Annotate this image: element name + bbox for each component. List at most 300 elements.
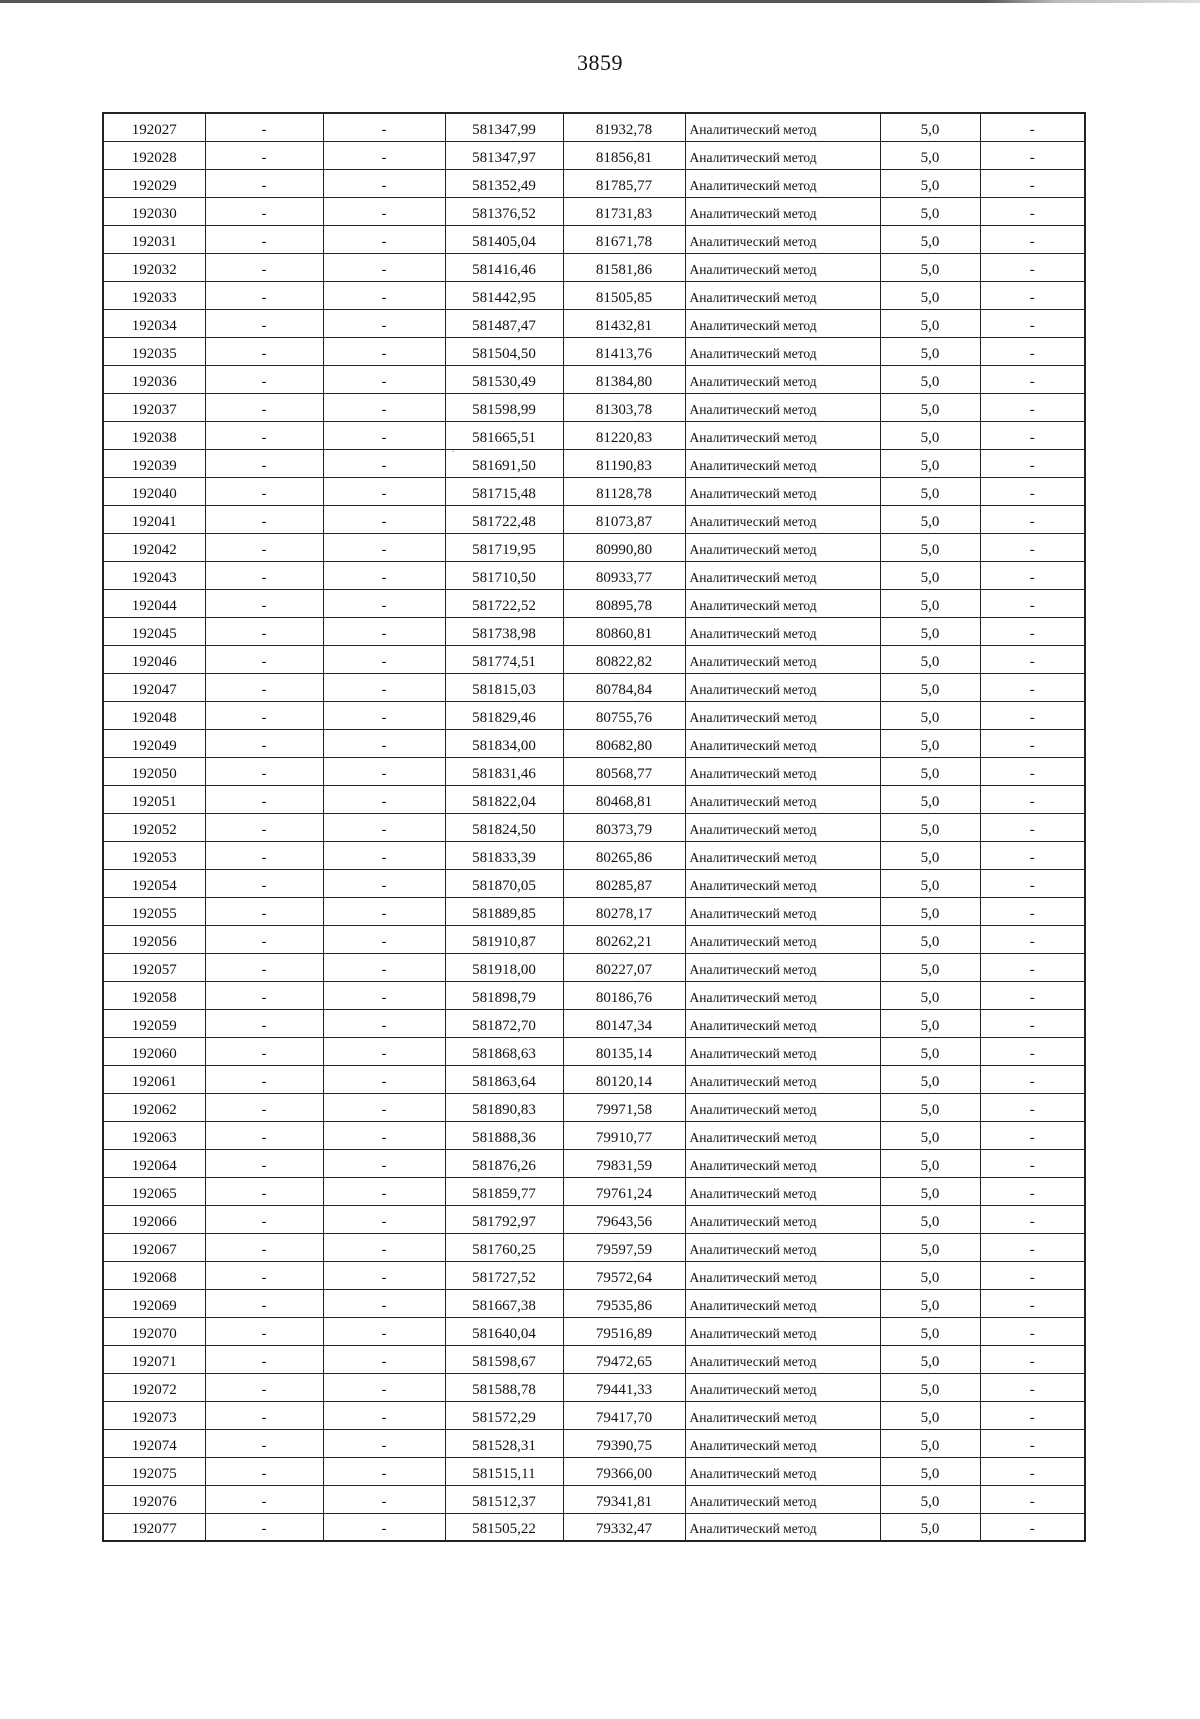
cell-point-id: 192044: [103, 589, 205, 617]
cell-col-2: -: [205, 897, 323, 925]
cell-accuracy: 5,0: [880, 505, 980, 533]
table-row: [103, 953, 1085, 981]
cell-method: Аналитический метод: [685, 281, 880, 309]
cell-coord-x: 581416,46: [445, 253, 563, 281]
cell-point-id: 192076: [103, 1485, 205, 1513]
cell-coord-y: 81303,78: [563, 393, 685, 421]
table-row: [103, 1093, 1085, 1121]
cell-col-3: -: [323, 1149, 445, 1177]
cell-coord-y: 79441,33: [563, 1373, 685, 1401]
cell-note: -: [980, 1149, 1085, 1177]
cell-accuracy: 5,0: [880, 449, 980, 477]
coordinates-table-body: [103, 113, 1085, 1541]
cell-note: -: [980, 869, 1085, 897]
cell-col-3: -: [323, 505, 445, 533]
cell-point-id: 192065: [103, 1177, 205, 1205]
cell-accuracy: 5,0: [880, 1457, 980, 1485]
cell-coord-y: 79390,75: [563, 1429, 685, 1457]
cell-accuracy: 5,0: [880, 393, 980, 421]
cell-point-id: 192034: [103, 309, 205, 337]
cell-method: Аналитический метод: [685, 841, 880, 869]
cell-method: Аналитический метод: [685, 449, 880, 477]
cell-col-3: -: [323, 561, 445, 589]
coordinates-table: [102, 112, 1086, 1542]
cell-col-3: -: [323, 1429, 445, 1457]
cell-point-id: 192052: [103, 813, 205, 841]
cell-method: Аналитический метод: [685, 1401, 880, 1429]
cell-coord-y: 79535,86: [563, 1289, 685, 1317]
cell-method: Аналитический метод: [685, 617, 880, 645]
cell-coord-x: 581834,00: [445, 729, 563, 757]
cell-coord-y: 80227,07: [563, 953, 685, 981]
table-row: [103, 1373, 1085, 1401]
cell-point-id: 192049: [103, 729, 205, 757]
table-row: [103, 869, 1085, 897]
cell-accuracy: 5,0: [880, 869, 980, 897]
cell-coord-x: 581530,49: [445, 365, 563, 393]
cell-coord-y: 81413,76: [563, 337, 685, 365]
table-row: [103, 365, 1085, 393]
cell-col-3: -: [323, 701, 445, 729]
table-row: [103, 1037, 1085, 1065]
table-row: [103, 281, 1085, 309]
cell-col-2: -: [205, 981, 323, 1009]
cell-note: -: [980, 477, 1085, 505]
cell-coord-y: 79366,00: [563, 1457, 685, 1485]
table-row: [103, 1261, 1085, 1289]
cell-method: Аналитический метод: [685, 337, 880, 365]
cell-coord-y: 79761,24: [563, 1177, 685, 1205]
cell-accuracy: 5,0: [880, 365, 980, 393]
cell-coord-y: 79572,64: [563, 1261, 685, 1289]
cell-point-id: 192053: [103, 841, 205, 869]
cell-point-id: 192051: [103, 785, 205, 813]
cell-coord-x: 581691,50: [445, 449, 563, 477]
table-row: [103, 421, 1085, 449]
cell-coord-x: 581588,78: [445, 1373, 563, 1401]
cell-coord-x: 581815,03: [445, 673, 563, 701]
cell-accuracy: 5,0: [880, 1065, 980, 1093]
cell-coord-x: 581528,31: [445, 1429, 563, 1457]
cell-note: -: [980, 925, 1085, 953]
cell-method: Аналитический метод: [685, 253, 880, 281]
cell-col-3: -: [323, 309, 445, 337]
cell-note: -: [980, 1345, 1085, 1373]
cell-method: Аналитический метод: [685, 1345, 880, 1373]
cell-col-2: -: [205, 281, 323, 309]
cell-coord-x: 581405,04: [445, 225, 563, 253]
table-row: [103, 1317, 1085, 1345]
table-row: [103, 1065, 1085, 1093]
cell-coord-x: 581859,77: [445, 1177, 563, 1205]
cell-point-id: 192036: [103, 365, 205, 393]
cell-coord-y: 81856,81: [563, 141, 685, 169]
cell-point-id: 192035: [103, 337, 205, 365]
cell-col-3: -: [323, 477, 445, 505]
cell-accuracy: 5,0: [880, 617, 980, 645]
cell-note: -: [980, 1289, 1085, 1317]
cell-accuracy: 5,0: [880, 197, 980, 225]
cell-coord-y: 79910,77: [563, 1121, 685, 1149]
cell-col-2: -: [205, 393, 323, 421]
cell-coord-x: 581515,11: [445, 1457, 563, 1485]
cell-note: -: [980, 589, 1085, 617]
cell-coord-y: 81432,81: [563, 309, 685, 337]
cell-note: -: [980, 113, 1085, 141]
cell-coord-y: 80990,80: [563, 533, 685, 561]
table-row: [103, 309, 1085, 337]
cell-method: Аналитический метод: [685, 1093, 880, 1121]
cell-method: Аналитический метод: [685, 897, 880, 925]
table-row: [103, 1401, 1085, 1429]
cell-note: -: [980, 1261, 1085, 1289]
cell-accuracy: 5,0: [880, 1009, 980, 1037]
cell-coord-x: 581487,47: [445, 309, 563, 337]
cell-note: -: [980, 449, 1085, 477]
cell-note: -: [980, 533, 1085, 561]
cell-col-2: -: [205, 337, 323, 365]
cell-method: Аналитический метод: [685, 645, 880, 673]
cell-accuracy: 5,0: [880, 1233, 980, 1261]
cell-accuracy: 5,0: [880, 337, 980, 365]
cell-accuracy: 5,0: [880, 589, 980, 617]
cell-col-2: -: [205, 617, 323, 645]
cell-col-2: -: [205, 253, 323, 281]
cell-coord-y: 80822,82: [563, 645, 685, 673]
cell-col-2: -: [205, 1373, 323, 1401]
cell-coord-x: 581831,46: [445, 757, 563, 785]
cell-note: -: [980, 225, 1085, 253]
cell-method: Аналитический метод: [685, 1177, 880, 1205]
cell-col-3: -: [323, 449, 445, 477]
cell-point-id: 192030: [103, 197, 205, 225]
cell-coord-y: 81073,87: [563, 505, 685, 533]
table-row: [103, 701, 1085, 729]
cell-note: -: [980, 981, 1085, 1009]
cell-note: -: [980, 617, 1085, 645]
cell-col-3: -: [323, 141, 445, 169]
cell-coord-x: 581868,63: [445, 1037, 563, 1065]
cell-col-3: -: [323, 1345, 445, 1373]
cell-accuracy: 5,0: [880, 1317, 980, 1345]
cell-coord-x: 581710,50: [445, 561, 563, 589]
cell-accuracy: 5,0: [880, 1149, 980, 1177]
cell-coord-x: 581822,04: [445, 785, 563, 813]
table-row: [103, 197, 1085, 225]
cell-coord-y: 81932,78: [563, 113, 685, 141]
cell-col-3: -: [323, 225, 445, 253]
cell-col-3: -: [323, 785, 445, 813]
cell-accuracy: 5,0: [880, 225, 980, 253]
cell-accuracy: 5,0: [880, 645, 980, 673]
cell-accuracy: 5,0: [880, 785, 980, 813]
cell-point-id: 192061: [103, 1065, 205, 1093]
cell-col-2: -: [205, 197, 323, 225]
cell-coord-y: 81128,78: [563, 477, 685, 505]
cell-col-3: -: [323, 841, 445, 869]
cell-col-2: -: [205, 309, 323, 337]
cell-note: -: [980, 1205, 1085, 1233]
cell-col-2: -: [205, 1177, 323, 1205]
cell-col-2: -: [205, 1065, 323, 1093]
cell-point-id: 192072: [103, 1373, 205, 1401]
cell-col-3: -: [323, 925, 445, 953]
cell-point-id: 192029: [103, 169, 205, 197]
table-row: [103, 1009, 1085, 1037]
cell-note: -: [980, 813, 1085, 841]
cell-coord-x: 581833,39: [445, 841, 563, 869]
cell-method: Аналитический метод: [685, 1289, 880, 1317]
cell-note: -: [980, 645, 1085, 673]
cell-note: -: [980, 281, 1085, 309]
table-row: [103, 841, 1085, 869]
table-row: [103, 1177, 1085, 1205]
cell-col-2: -: [205, 533, 323, 561]
cell-coord-y: 81220,83: [563, 421, 685, 449]
cell-method: Аналитический метод: [685, 1149, 880, 1177]
cell-col-2: -: [205, 785, 323, 813]
cell-coord-y: 80135,14: [563, 1037, 685, 1065]
cell-note: -: [980, 505, 1085, 533]
cell-point-id: 192041: [103, 505, 205, 533]
cell-note: -: [980, 785, 1085, 813]
cell-method: Аналитический метод: [685, 981, 880, 1009]
cell-point-id: 192066: [103, 1205, 205, 1233]
cell-col-3: -: [323, 421, 445, 449]
cell-accuracy: 5,0: [880, 1205, 980, 1233]
cell-note: -: [980, 701, 1085, 729]
table-row: [103, 561, 1085, 589]
cell-coord-x: 581504,50: [445, 337, 563, 365]
cell-coord-y: 80682,80: [563, 729, 685, 757]
cell-method: Аналитический метод: [685, 1373, 880, 1401]
cell-point-id: 192074: [103, 1429, 205, 1457]
cell-accuracy: 5,0: [880, 701, 980, 729]
cell-note: -: [980, 1065, 1085, 1093]
cell-coord-y: 79341,81: [563, 1485, 685, 1513]
cell-note: -: [980, 673, 1085, 701]
cell-coord-y: 80120,14: [563, 1065, 685, 1093]
cell-col-3: -: [323, 869, 445, 897]
cell-col-2: -: [205, 869, 323, 897]
cell-note: -: [980, 1317, 1085, 1345]
cell-point-id: 192038: [103, 421, 205, 449]
cell-coord-y: 80568,77: [563, 757, 685, 785]
cell-note: -: [980, 1513, 1085, 1541]
cell-coord-y: 80933,77: [563, 561, 685, 589]
cell-col-3: -: [323, 365, 445, 393]
cell-col-3: -: [323, 197, 445, 225]
cell-point-id: 192027: [103, 113, 205, 141]
cell-coord-x: 581640,04: [445, 1317, 563, 1345]
cell-col-2: -: [205, 477, 323, 505]
cell-col-3: -: [323, 1457, 445, 1485]
cell-method: Аналитический метод: [685, 869, 880, 897]
cell-col-3: -: [323, 953, 445, 981]
cell-coord-x: 581505,22: [445, 1513, 563, 1541]
table-row: [103, 925, 1085, 953]
cell-col-2: -: [205, 1429, 323, 1457]
cell-coord-y: 80895,78: [563, 589, 685, 617]
cell-coord-x: 581774,51: [445, 645, 563, 673]
cell-accuracy: 5,0: [880, 561, 980, 589]
cell-coord-y: 79472,65: [563, 1345, 685, 1373]
cell-note: -: [980, 953, 1085, 981]
cell-coord-y: 79597,59: [563, 1233, 685, 1261]
cell-col-2: -: [205, 1345, 323, 1373]
cell-coord-y: 80147,34: [563, 1009, 685, 1037]
cell-method: Аналитический метод: [685, 197, 880, 225]
cell-coord-y: 81785,77: [563, 169, 685, 197]
cell-col-2: -: [205, 1261, 323, 1289]
cell-col-2: -: [205, 645, 323, 673]
cell-coord-y: 80784,84: [563, 673, 685, 701]
cell-col-3: -: [323, 813, 445, 841]
cell-col-3: -: [323, 1121, 445, 1149]
cell-method: Аналитический метод: [685, 505, 880, 533]
cell-col-2: -: [205, 1205, 323, 1233]
cell-col-2: -: [205, 449, 323, 477]
table-row: [103, 1233, 1085, 1261]
cell-note: -: [980, 561, 1085, 589]
cell-coord-x: 581918,00: [445, 953, 563, 981]
cell-coord-x: 581376,52: [445, 197, 563, 225]
cell-col-2: -: [205, 1149, 323, 1177]
cell-accuracy: 5,0: [880, 1289, 980, 1317]
cell-coord-x: 581890,83: [445, 1093, 563, 1121]
cell-point-id: 192057: [103, 953, 205, 981]
cell-point-id: 192067: [103, 1233, 205, 1261]
cell-note: -: [980, 365, 1085, 393]
cell-col-2: -: [205, 1317, 323, 1345]
cell-accuracy: 5,0: [880, 309, 980, 337]
cell-coord-y: 81505,85: [563, 281, 685, 309]
cell-point-id: 192054: [103, 869, 205, 897]
cell-point-id: 192042: [103, 533, 205, 561]
cell-coord-y: 80373,79: [563, 813, 685, 841]
cell-point-id: 192064: [103, 1149, 205, 1177]
cell-col-3: -: [323, 645, 445, 673]
cell-method: Аналитический метод: [685, 701, 880, 729]
cell-accuracy: 5,0: [880, 1037, 980, 1065]
cell-col-3: -: [323, 393, 445, 421]
cell-coord-x: 581889,85: [445, 897, 563, 925]
table-row: [103, 505, 1085, 533]
cell-note: -: [980, 1401, 1085, 1429]
cell-col-3: -: [323, 1233, 445, 1261]
table-row: [103, 981, 1085, 1009]
cell-col-2: -: [205, 673, 323, 701]
cell-col-3: -: [323, 281, 445, 309]
cell-col-2: -: [205, 953, 323, 981]
cell-coord-y: 80468,81: [563, 785, 685, 813]
cell-note: -: [980, 253, 1085, 281]
cell-coord-y: 79643,56: [563, 1205, 685, 1233]
cell-note: -: [980, 897, 1085, 925]
cell-note: -: [980, 337, 1085, 365]
cell-accuracy: 5,0: [880, 981, 980, 1009]
cell-point-id: 192048: [103, 701, 205, 729]
cell-point-id: 192063: [103, 1121, 205, 1149]
cell-note: -: [980, 421, 1085, 449]
cell-point-id: 192046: [103, 645, 205, 673]
cell-note: -: [980, 1485, 1085, 1513]
cell-accuracy: 5,0: [880, 141, 980, 169]
cell-coord-y: 79971,58: [563, 1093, 685, 1121]
cell-note: -: [980, 1009, 1085, 1037]
cell-note: -: [980, 757, 1085, 785]
cell-coord-y: 81384,80: [563, 365, 685, 393]
table-row: [103, 757, 1085, 785]
cell-coord-y: 80285,87: [563, 869, 685, 897]
cell-col-2: -: [205, 589, 323, 617]
cell-method: Аналитический метод: [685, 113, 880, 141]
cell-accuracy: 5,0: [880, 1513, 980, 1541]
page-number: 3859: [577, 50, 623, 75]
cell-point-id: 192031: [103, 225, 205, 253]
cell-coord-x: 581665,51: [445, 421, 563, 449]
table-row: [103, 1457, 1085, 1485]
cell-accuracy: 5,0: [880, 813, 980, 841]
cell-note: -: [980, 1233, 1085, 1261]
cell-coord-x: 581760,25: [445, 1233, 563, 1261]
cell-col-3: -: [323, 1373, 445, 1401]
cell-coord-x: 581792,97: [445, 1205, 563, 1233]
cell-col-2: -: [205, 1401, 323, 1429]
cell-coord-x: 581727,52: [445, 1261, 563, 1289]
cell-method: Аналитический метод: [685, 421, 880, 449]
cell-method: Аналитический метод: [685, 1205, 880, 1233]
cell-point-id: 192037: [103, 393, 205, 421]
cell-method: Аналитический метод: [685, 1317, 880, 1345]
cell-col-2: -: [205, 1037, 323, 1065]
cell-col-2: -: [205, 1289, 323, 1317]
cell-point-id: 192062: [103, 1093, 205, 1121]
table-row: [103, 1345, 1085, 1373]
cell-col-3: -: [323, 617, 445, 645]
cell-col-3: -: [323, 1513, 445, 1541]
cell-accuracy: 5,0: [880, 113, 980, 141]
table-row: [103, 1485, 1085, 1513]
cell-point-id: 192047: [103, 673, 205, 701]
cell-coord-x: 581512,37: [445, 1485, 563, 1513]
cell-note: -: [980, 1121, 1085, 1149]
cell-col-3: -: [323, 673, 445, 701]
cell-coord-x: 581910,87: [445, 925, 563, 953]
table-row: [103, 1205, 1085, 1233]
cell-coord-x: 581863,64: [445, 1065, 563, 1093]
cell-col-2: -: [205, 1485, 323, 1513]
cell-coord-y: 79831,59: [563, 1149, 685, 1177]
cell-col-3: -: [323, 757, 445, 785]
cell-coord-x: 581667,38: [445, 1289, 563, 1317]
cell-col-2: -: [205, 169, 323, 197]
cell-col-3: -: [323, 729, 445, 757]
cell-accuracy: 5,0: [880, 1345, 980, 1373]
cell-col-3: -: [323, 1065, 445, 1093]
cell-coord-y: 80186,76: [563, 981, 685, 1009]
cell-accuracy: 5,0: [880, 925, 980, 953]
cell-col-3: -: [323, 1205, 445, 1233]
table-row: [103, 113, 1085, 141]
cell-method: Аналитический метод: [685, 1513, 880, 1541]
cell-accuracy: 5,0: [880, 1093, 980, 1121]
cell-accuracy: 5,0: [880, 841, 980, 869]
table-row: [103, 393, 1085, 421]
cell-method: Аналитический метод: [685, 813, 880, 841]
table-row: [103, 785, 1085, 813]
cell-coord-x: 581598,99: [445, 393, 563, 421]
